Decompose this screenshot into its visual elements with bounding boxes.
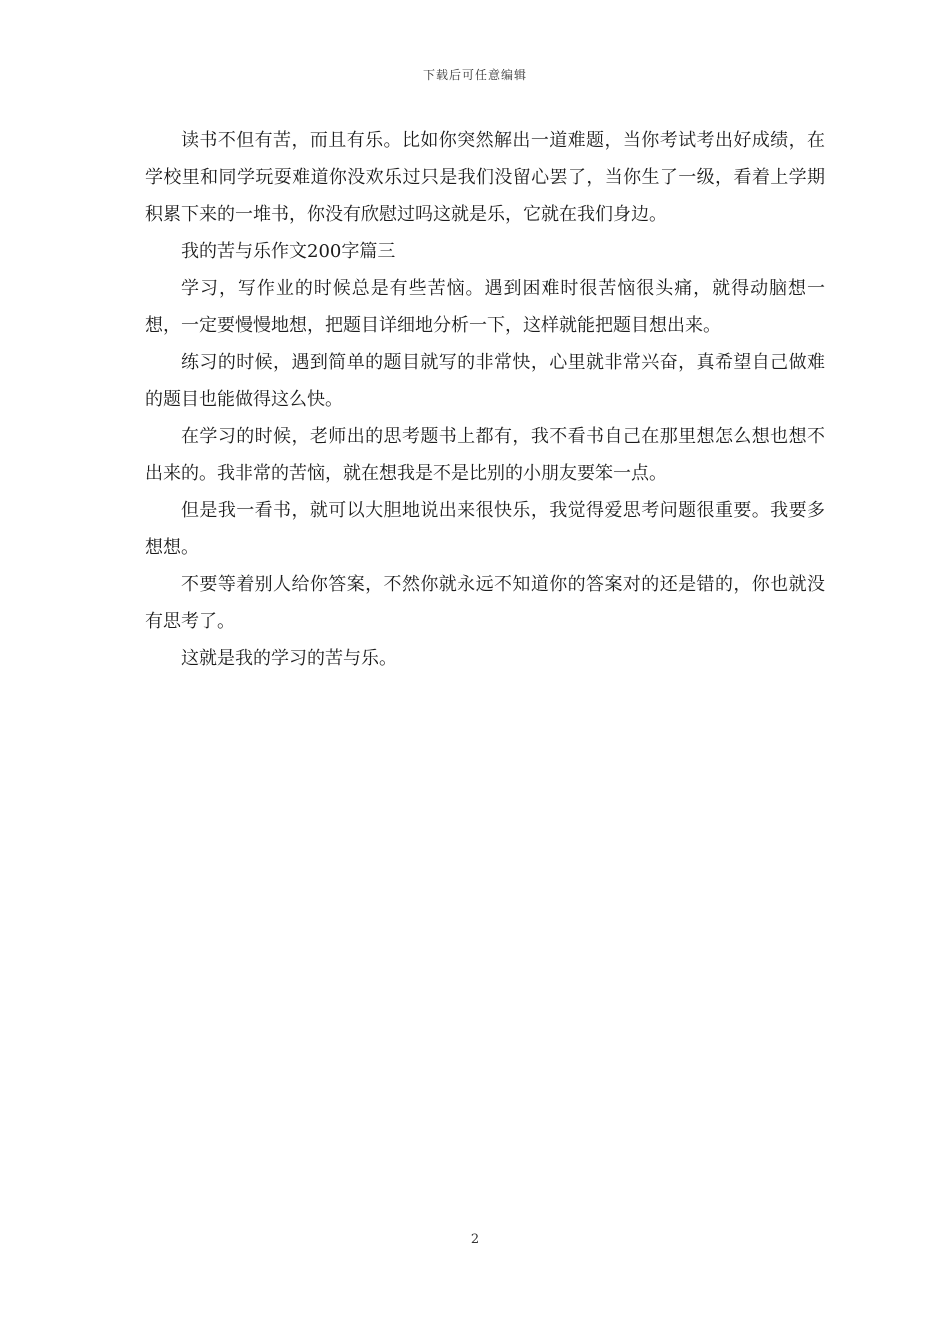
paragraph: 在学习的时候，老师出的思考题书上都有，我不看书自己在那里想怎么想也想不出来的。我非常的苦恼，就在想我是不是比别的小朋友要笨一点。 [145,426,825,484]
paragraph: 学习，写作业的时候总是有些苦恼。遇到困难时很苦恼很头痛，就得动脑想一想，一定要慢慢地想，把题目详细地分析一下，这样就能把题目想出来。 [145,278,825,336]
paragraph: 练习的时候，遇到简单的题目就写的非常快，心里就非常兴奋，真希望自己做难的题目也能做得这么快。 [145,352,825,410]
paragraph: 这就是我的学习的苦与乐。 [181,648,397,669]
paragraph: 不要等着别人给你答案，不然你就永远不知道你的答案对的还是错的，你也就没有思考了。 [145,574,825,632]
page-number: 2 [470,1232,480,1247]
document-body [145,122,825,677]
page-header: 下载后可任意编辑 [422,68,527,82]
section-title: 我的苦与乐作文200字篇三 [181,241,396,262]
paragraph: 但是我一看书，就可以大胆地说出来很快乐，我觉得爱思考问题很重要。我要多想想。 [145,500,825,558]
paragraph: 读书不但有苦，而且有乐。比如你突然解出一道难题，当你考试考出好成绩，在学校里和同学玩耍难道你没欢乐过只是我们没留心罢了，当你生了一级，看着上学期积累下来的一堆书，你没有欣慰过吗这就是乐，它就在我们身边。 [145,130,825,225]
